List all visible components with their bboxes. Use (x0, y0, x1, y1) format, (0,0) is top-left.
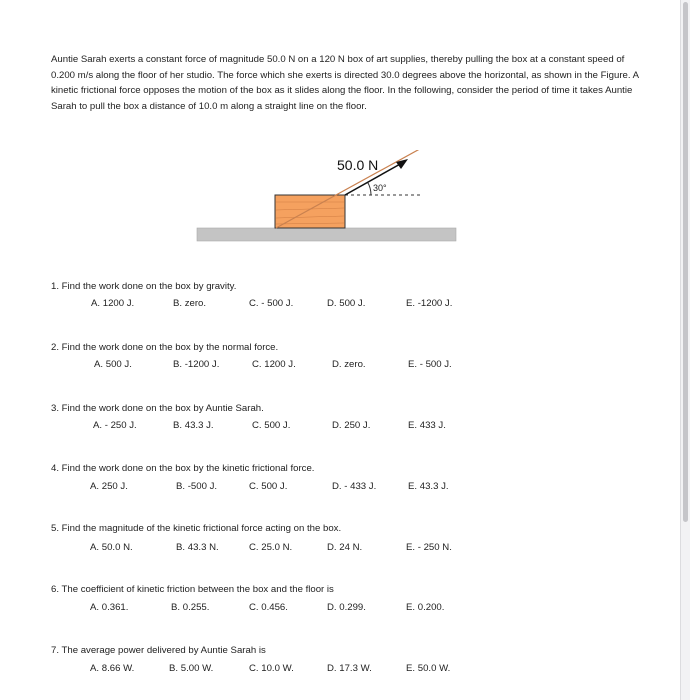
question-7-option-a: A. 8.66 W. (90, 663, 135, 674)
question-3-option-d: D. 250 J. (332, 420, 371, 431)
force-label: 50.0 N (337, 157, 379, 173)
floor (197, 228, 456, 241)
question-7-option-e: E. 50.0 W. (406, 663, 451, 674)
angle-arc (368, 182, 372, 195)
question-5-option-d: D. 24 N. (327, 542, 363, 553)
question-7-option-b: B. 5.00 W. (169, 663, 214, 674)
question-4-option-b: B. -500 J. (176, 481, 218, 492)
question-6-option-d: D. 0.299. (327, 602, 366, 613)
question-5-option-b: B. 43.3 N. (176, 542, 219, 553)
question-6-option-e: E. 0.200. (406, 602, 445, 613)
question-1-option-a: A. 1200 J. (91, 298, 135, 309)
question-5-text: 5. Find the magnitude of the kinetic frictional force acting on the box. (51, 523, 342, 534)
question-3-option-b: B. 43.3 J. (173, 420, 214, 431)
question-7-text: 7. The average power delivered by Auntie Sarah is (51, 645, 266, 656)
question-1-text: 1. Find the work done on the box by gravity. (51, 281, 237, 292)
question-6-option-b: B. 0.255. (171, 602, 210, 613)
question-5-option-a: A. 50.0 N. (90, 542, 133, 553)
question-2-option-d: D. zero. (332, 359, 366, 370)
question-3-option-c: C. 500 J. (252, 420, 291, 431)
vertical-scrollbar[interactable] (680, 0, 690, 700)
question-7-option-c: C. 10.0 W. (249, 663, 294, 674)
question-4-option-d: D. - 433 J. (332, 481, 377, 492)
question-1-option-b: B. zero. (173, 298, 207, 309)
question-1-option-c: C. - 500 J. (249, 298, 294, 309)
question-1-option-e: E. -1200 J. (406, 298, 453, 309)
force-diagram (190, 150, 470, 250)
question-3-text: 3. Find the work done on the box by Auntie Sarah. (51, 403, 264, 414)
question-5-option-e: E. - 250 N. (406, 542, 452, 553)
question-7-option-d: D. 17.3 W. (327, 663, 372, 674)
angle-label: 30° (373, 183, 387, 193)
question-6-option-a: A. 0.361. (90, 602, 129, 613)
question-6-text: 6. The coefficient of kinetic friction between the box and the floor is (51, 584, 334, 595)
question-2-option-a: A. 500 J. (94, 359, 132, 370)
question-2-option-e: E. - 500 J. (408, 359, 452, 370)
question-4-option-e: E. 43.3 J. (408, 481, 449, 492)
question-4-option-a: A. 250 J. (90, 481, 128, 492)
question-3-option-a: A. - 250 J. (93, 420, 137, 431)
question-2-text: 2. Find the work done on the box by the normal force. (51, 342, 279, 353)
question-2-option-b: B. -1200 J. (173, 359, 220, 370)
question-1-option-d: D. 500 J. (327, 298, 366, 309)
question-5-option-c: C. 25.0 N. (249, 542, 293, 553)
problem-statement: Auntie Sarah exerts a constant force of magnitude 50.0 N on a 120 N box of art supplies, thereby pulling the box at a constant speed of 0.200 m/s along the floor of her studio. The force which she exerts is directed 30.0 degrees above the horizontal, as shown in the Figure. A kinetic frictional force opposes the motion of the box as it slides along the floor. In the following, consider the period of time it takes Auntie Sarah to pull the box a distance of 10.0 m along a straight line on the floor. (51, 54, 639, 112)
question-2-option-c: C. 1200 J. (252, 359, 296, 370)
question-4-text: 4. Find the work done on the box by the kinetic frictional force. (51, 463, 315, 474)
question-4-option-c: C. 500 J. (249, 481, 288, 492)
scrollbar-thumb[interactable] (683, 2, 688, 522)
question-6-option-c: C. 0.456. (249, 602, 288, 613)
question-3-option-e: E. 433 J. (408, 420, 446, 431)
